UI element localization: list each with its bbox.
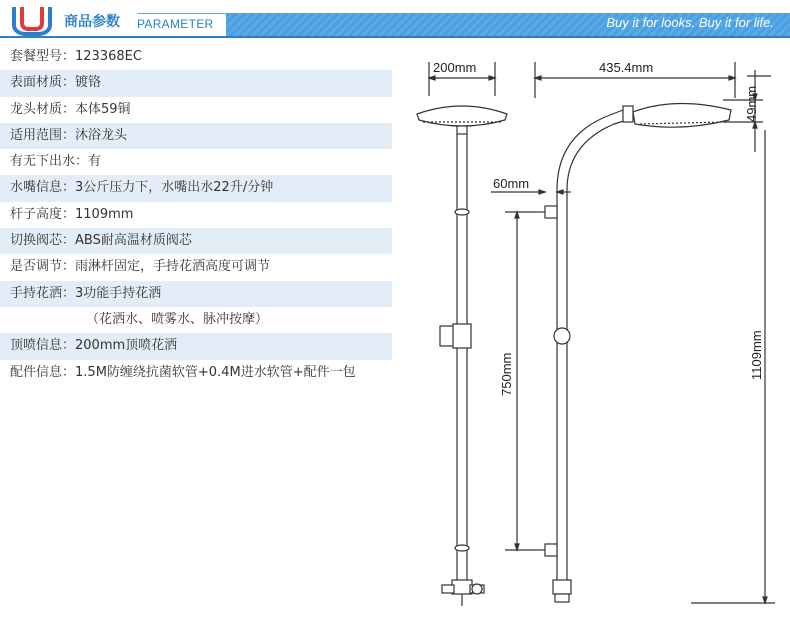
spec-value: 1.5M防缠绕抗菌软管+0.4M进水软管+配件一包 (75, 364, 356, 380)
spec-label: 龙头材质： (10, 101, 76, 117)
spec-row (0, 149, 392, 175)
spec-label: 适用范围： (10, 127, 76, 143)
spec-value: 123368EC (75, 49, 142, 64)
dim-head-height: 49mm (744, 85, 759, 122)
dim-total-height: 1109mm (749, 330, 764, 380)
header (0, 0, 790, 40)
spec-label: 有无下出水： (10, 154, 89, 170)
spec-label: 配件信息： (10, 364, 76, 380)
spec-list (0, 44, 392, 386)
spec-value: （花洒水、喷雾水、脉冲按摩） (86, 311, 269, 327)
spec-row (0, 307, 392, 333)
spec-label: 表面材质： (10, 75, 76, 91)
section-title: 商品参数 (64, 14, 120, 30)
dim-head-diameter: 200mm (433, 60, 477, 75)
brand-logo-icon (10, 3, 54, 36)
spec-value: ABS耐高温材质阀芯 (75, 233, 192, 249)
spec-label: 套餐型号： (10, 49, 76, 64)
spec-label: 切换阀芯： (10, 233, 76, 249)
spec-row (0, 281, 392, 307)
spec-value: 镀铬 (75, 75, 102, 91)
spec-value: 本体59铜 (75, 101, 131, 117)
dim-reach: 435.4mm (599, 60, 654, 75)
spec-label: 杆子高度： (10, 206, 76, 222)
spec-row (0, 333, 392, 359)
spec-value: 雨淋杆固定，手持花洒高度可调节 (75, 259, 271, 275)
spec-row (0, 97, 392, 123)
spec-value: 1109mm (75, 206, 134, 222)
section-title-en: PARAMETER (137, 17, 214, 31)
spec-row (0, 44, 392, 70)
spec-row (0, 228, 392, 254)
spec-label: 顶喷信息： (10, 338, 76, 354)
dim-bracket-spacing: 750mm (499, 352, 514, 396)
dim-wall-distance: 60mm (493, 176, 530, 191)
spec-label: 水嘴信息： (10, 180, 76, 196)
spec-row (0, 70, 392, 96)
spec-row (0, 202, 392, 228)
header-divider (0, 36, 790, 38)
shower-dimension-diagram (395, 40, 790, 617)
spec-row (0, 360, 392, 386)
spec-value: 有 (88, 154, 102, 170)
spec-value: 200mm顶喷花洒 (75, 338, 178, 354)
spec-row (0, 123, 392, 149)
spec-value: 沐浴龙头 (75, 127, 128, 143)
spec-label: 手持花洒： (10, 285, 76, 301)
brand-slogan: Buy it for looks. Buy it for life. (606, 15, 774, 30)
spec-value: 3公斤压力下，水嘴出水22升/分钟 (75, 180, 274, 196)
spec-label: 是否调节： (10, 259, 76, 275)
spec-value: 3功能手持花洒 (75, 285, 162, 301)
spec-row (0, 175, 392, 201)
spec-row (0, 254, 392, 280)
